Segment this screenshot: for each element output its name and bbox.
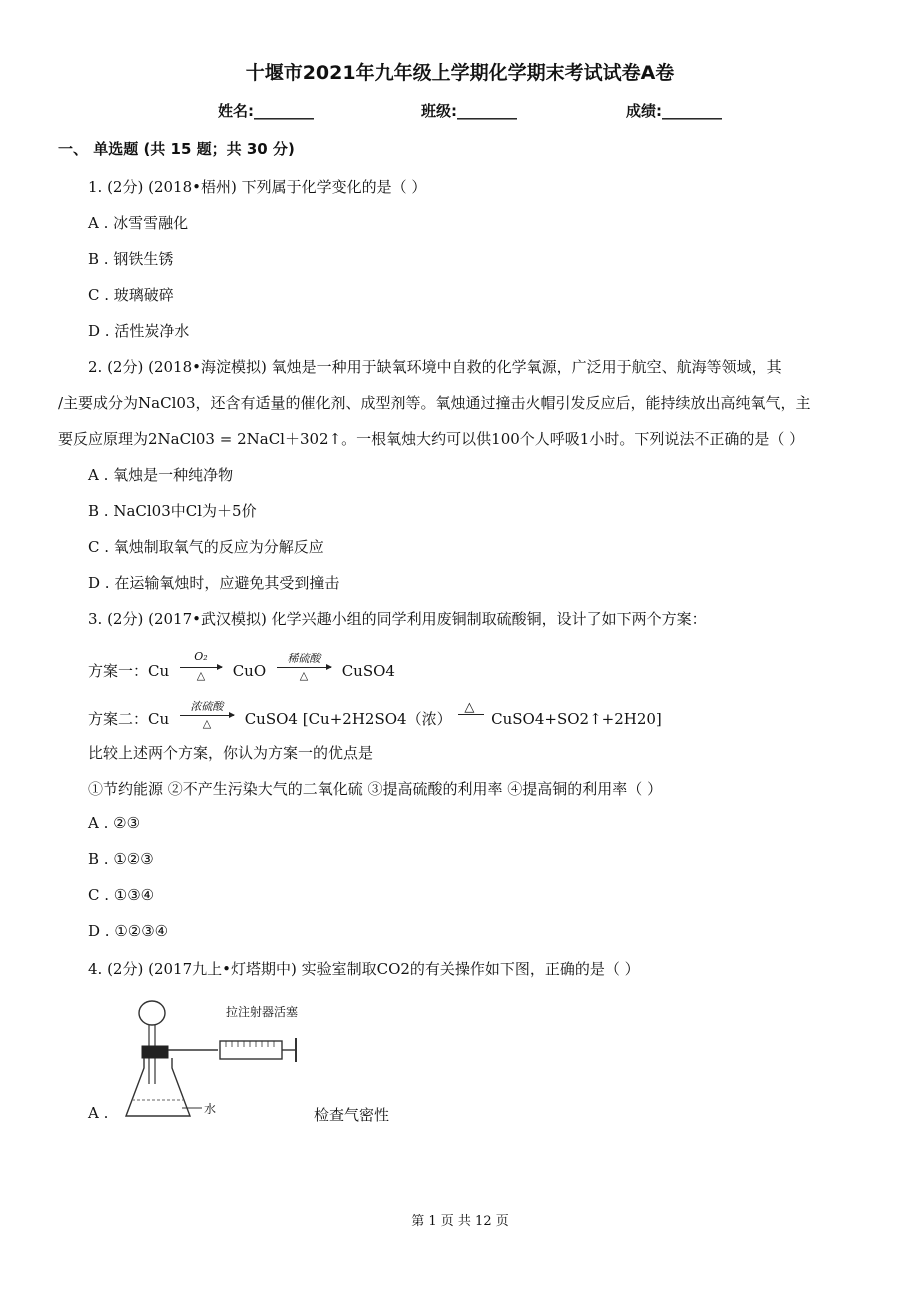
question-3-stem: 3. (2分) (2017•武汉模拟) 化学兴趣小组的同学利用废铜制取硫酸铜，设计了如下两个方案： <box>88 610 707 628</box>
syringe-label: 拉注射器活塞 <box>226 1005 299 1019</box>
arrow-line <box>277 667 331 668</box>
question-1-option-d: D . 活性炭净水 <box>88 322 190 340</box>
class-field-label: 班级:________ <box>421 102 517 120</box>
question-3-option-b: B . ①②③ <box>88 850 154 868</box>
score-field-label: 成绩:________ <box>626 102 722 120</box>
plan-2-prefix: 方案二：Cu <box>88 710 170 728</box>
arrow-line <box>180 667 222 668</box>
question-1-stem: 1. (2分) (2018•梧州) 下列属于化学变化的是（ ） <box>88 178 427 196</box>
question-2-line-1: 2. (2分) (2018•海淀模拟) 氧烛是一种用于缺氧环境中自救的化学氧源，广泛用于航空、航海等领域，其 <box>88 358 782 376</box>
question-2-option-c: C . 氧烛制取氧气的反应为分解反应 <box>88 538 324 556</box>
question-2-option-d: D . 在运输氧烛时，应避免其受到撞击 <box>88 574 340 592</box>
question-1-option-c: C . 玻璃破碎 <box>88 286 174 304</box>
question-4-stem: 4. (2分) (2017九上•灯塔期中) 实验室制取CO2的有关操作如下图，正确的是（ ） <box>88 960 640 978</box>
name-field-label: 姓名:________ <box>218 102 314 120</box>
arrow-line <box>180 715 234 716</box>
arrow-condition-bottom: △ <box>196 669 206 682</box>
page-footer: 第 1 页 共 12 页 <box>411 1214 509 1229</box>
question-2-option-b: B . NaCl03中Cl为＋5价 <box>88 502 257 520</box>
plan-1-intermediate: CuO <box>232 662 267 680</box>
reaction-arrow <box>178 650 224 684</box>
plan-1-product: CuSO4 <box>341 662 395 680</box>
arrow-condition-bottom: △ <box>299 669 309 682</box>
question-3-option-a: A . ②③ <box>88 814 141 832</box>
question-1-option-b: B . 钢铁生锈 <box>88 250 174 268</box>
question-3-option-c: C . ①③④ <box>88 886 155 904</box>
question-3-plan-2 <box>88 702 662 732</box>
arrow-condition-bottom: △ <box>202 717 212 730</box>
page-title: 十堰市2021年九年级上学期化学期末考试试卷A卷 <box>245 62 675 84</box>
water-label: 水 <box>204 1102 217 1116</box>
equals-line <box>458 714 484 715</box>
heating-sign <box>456 700 486 728</box>
arrow-condition-top: O₂ <box>194 650 208 663</box>
question-2-option-a: A . 氧烛是一种纯净物 <box>88 466 234 484</box>
question-3-choices: ①节约能源 ②不产生污染大气的二氧化硫 ③提高硫酸的利用率 ④提高铜的利用率（ ） <box>88 780 663 798</box>
question-4-option-a-label: A . <box>88 1104 109 1122</box>
reaction-arrow <box>275 654 333 684</box>
arrow-condition-top: 浓硫酸 <box>190 700 224 713</box>
arrow-condition-top: 稀硫酸 <box>287 652 321 665</box>
question-3-option-d: D . ①②③④ <box>88 922 169 940</box>
plan-1-prefix: 方案一：Cu <box>88 662 170 680</box>
question-1-option-a: A . 冰雪雪融化 <box>88 214 189 232</box>
question-2-line-2: /主要成分为NaCl03，还含有适量的催化剂、成型剂等。氧烛通过撞击火帽引发反应后，能持续放出高纯氧气，主 <box>58 394 811 412</box>
reaction-arrow <box>178 702 236 732</box>
question-2-line-3: 要反应原理为2NaCl03 = 2NaCl＋302↑。一根氧烛大约可以供100个人呼吸1小时。下列说法不正确的是（ ） <box>58 430 805 448</box>
plan-2-equation-end: CuSO4+SO2↑+2H20] <box>491 710 662 728</box>
question-4-option-a-caption: 检查气密性 <box>314 1106 390 1124</box>
section-heading: 一、 单选题 (共 15 题；共 30 分) <box>58 140 295 158</box>
plan-2-equation-start: CuSO4 [Cu+2H2SO4（浓） <box>244 710 452 728</box>
question-3-compare: 比较上述两个方案，你认为方案一的优点是 <box>88 744 374 762</box>
heating-delta: △ <box>464 700 475 715</box>
question-3-plan-1 <box>88 650 395 684</box>
